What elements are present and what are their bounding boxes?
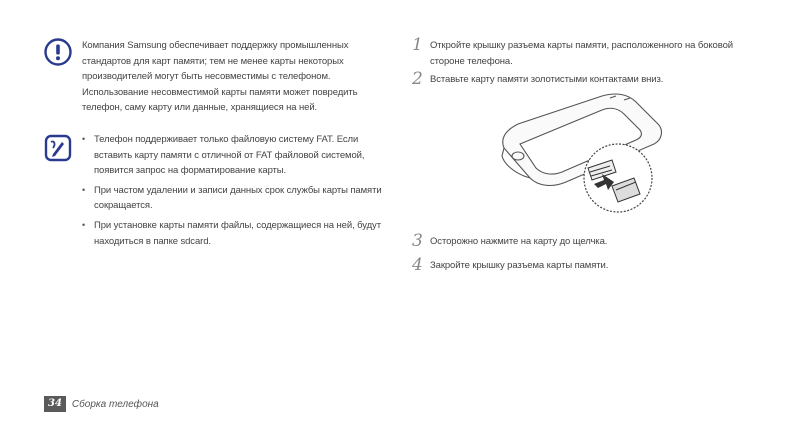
tips-block xyxy=(44,132,384,253)
tip-item: • При установке карты памяти файлы, содержащиеся на ней, будут находиться в папке sdcard. xyxy=(82,219,381,247)
step-text: Закройте крышку разъема карты памяти. xyxy=(430,260,609,271)
step-text: Вставьте карту памяти золотистыми контактами вниз. xyxy=(430,74,664,85)
step-text: Осторожно нажмите на карту до щелчка. xyxy=(430,236,608,247)
notice-text: Компания Samsung обеспечивает поддержку промышленных стандартов для карт памяти; тем не менее карты некоторых производителей могут быть несовместимы с телефоном. Использование несовместимой карты памяти может повредить телефон, саму карту или данные, хранящиеся на ней. xyxy=(82,40,358,114)
step-2 xyxy=(412,69,752,89)
tip-item: • При частом удалении и записи данных срок службы карты памяти сокращается. xyxy=(82,184,382,212)
note-icon xyxy=(44,134,72,162)
page-number: 34 xyxy=(44,396,66,412)
bullet-icon: • xyxy=(82,184,86,195)
step-1 xyxy=(412,35,752,69)
bullet-icon: • xyxy=(82,219,86,230)
phone-card-illustration xyxy=(490,90,665,218)
section-title: Сборка телефона xyxy=(71,398,159,410)
notice-block xyxy=(44,38,384,116)
page-footer xyxy=(44,396,159,412)
step-4 xyxy=(412,255,752,275)
bullet-icon: • xyxy=(82,134,86,144)
tips-list xyxy=(82,132,384,249)
step-number: 4 xyxy=(412,255,423,275)
step-number: 1 xyxy=(412,35,423,55)
notice-icon xyxy=(44,38,72,66)
step-text: Откройте крышку разъема карты памяти, расположенного на боковой стороне телефона. xyxy=(430,40,733,67)
step-3 xyxy=(412,231,752,251)
tip-item: • Телефон поддерживает только файловую систему FAT. Если вставить карту памяти с отличной от FAT файловой системой, появится запрос на форматирование карты. xyxy=(82,134,365,177)
step-number: 2 xyxy=(412,69,423,89)
step-number: 3 xyxy=(412,231,423,251)
